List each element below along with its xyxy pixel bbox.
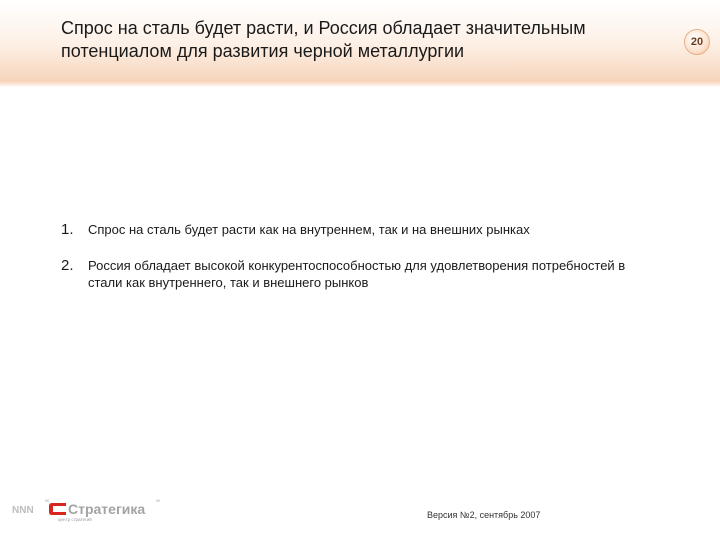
version-label: Версия №2, сентябрь 2007 [427,510,541,520]
list-item-number: 1. [61,221,74,238]
key-points-list [61,221,681,309]
header-divider [0,80,720,87]
strategika-logo [12,497,172,523]
svg-text:NNN: NNN [12,505,34,516]
list-item [61,221,681,239]
svg-text:": " [156,498,160,510]
list-item [61,257,681,291]
logo-tagline: центр стратегий [58,517,92,522]
slide-title: Спрос на сталь будет расти, и Россия обладает значительным потенциалом для развития черной металлургии [61,18,586,61]
svg-text:": " [45,498,49,510]
list-item-text: Россия обладает высокой конкурентоспособностью для удовлетворения потребностей в стали как внутреннего, так и внешнего рынков [88,258,626,290]
list-item-text: Спрос на сталь будет расти как на внутреннем, так и на внешних рынках [88,222,530,237]
list-item-number: 2. [61,257,74,274]
page-number-badge: 20 [684,29,710,55]
logo-wordmark: Стратегика [68,501,146,517]
